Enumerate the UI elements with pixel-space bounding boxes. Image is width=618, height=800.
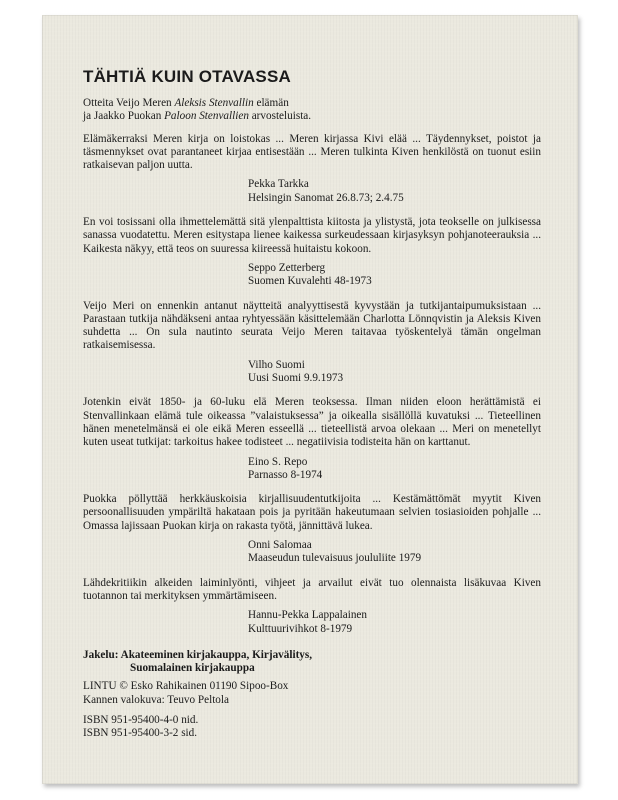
review-text: Veijo Meri on ennenkin antanut näytteitä analyyttisestä kyvystään ja tutkijantaipumuksistaan ... Parastaan tutkija nähdäkseni antaa ryhtyessään käsittelemään Charlotta Lönnqvistin ja Aleksis Kiven suhdetta ... On sula nautinto seurata Veijo Meren taitavaa työskentelyä tämän ongelman ratkaisemisessa. [83,299,541,352]
review-signature [248,359,541,386]
review-source: Kulttuurivihkot 8-1979 [248,622,353,635]
review-author: Vilho Suomi [248,358,305,371]
publisher-info [83,680,541,707]
book-title-paloon: Paloon Stenvallien [164,110,249,123]
distribution-line: Suomalainen kirjakauppa [130,662,255,675]
review-signature [248,262,541,289]
review-author: Hannu-Pekka Lappalainen [248,609,367,622]
review-signature [248,609,541,636]
review-author: Seppo Zetterberg [248,261,326,274]
review-source: Helsingin Sanomat 26.8.73; 2.4.75 [248,191,404,204]
review-source: Maaseudun tulevaisuus joululiite 1979 [248,552,422,565]
review-text: Puokka pöllyttää herkkäuskoisia kirjallisuudentutkijoita ... Kestämättömät myytit Kiven persoonallisuuden ympäriltä hakataan pois ja pyritään hakeutumaan selvien tosiasioiden pohjalle ... Omassa lajissaan Puokan kirja on rakasta työtä, jännittävä lukea. [83,493,541,532]
review-signature [248,178,541,205]
intro-text: ja Jaakko Puokan [83,110,165,123]
cover-photo-credit: Kannen valokuva: Teuvo Peltola [83,693,229,706]
review-signature [248,539,541,566]
review-source: Uusi Suomi 9.9.1973 [248,372,344,385]
intro-text: Otteita Veijo Meren [83,97,175,109]
review-text: Jotenkin eivät 1850- ja 60-luku elä Meren teoksessa. Ilman niiden eloon herättämistä ei Stenvallinkaan elämä tule oikeassa ”valaistuksessa” ja oikealla sisällöllä kuvatuksi ... Tieteellinen hänen menetelmänsä ei ole eikä Meren esseellä ... tieteellistä arvoa olekaan ... Meri on menetellyt kuten useat tutkijat: tarkoitus hakee todisteet ... negatiivisia todisteita hän on karttanut. [83,396,541,449]
review-source: Parnasso 8-1974 [248,468,323,481]
intro-text: elämän [253,97,289,109]
isbn-line: ISBN 951-95400-3-2 sid. [83,727,198,740]
review-source: Suomen Kuvalehti 48-1973 [248,275,372,288]
publisher-line: LINTU © Esko Rahikainen 01190 Sipoo-Box [83,680,289,693]
book-back-cover [42,15,578,784]
book-title-stenvallin: Aleksis Stenvallin [174,97,254,109]
page-title: TÄHTIÄ KUIN OTAVASSA [83,67,291,86]
distribution-line: Jakelu: Akateeminen kirjakauppa, Kirjavälitys, [83,648,313,661]
review-text: Elämäkerraksi Meren kirja on loistokas ... Meren kirjassa Kivi elää ... Täydennykset, poistot ja täsmennykset ovat parantaneet kirjaa entisestään ... Meren tulkinta Kiven henkilöstä on tuonut esiin ratkaisevan paljon uutta. [83,132,541,172]
review-text: En voi tosissani olla ihmettelemättä sitä ylenpalttista kiitosta ja ylistystä, jota teokselle on julkisessa sanassa vuodatettu. Meren esitystapa lienee kaikessa surkeudessaan kirjasyksyn pohjanoteerauksia ... Kaikesta näkyy, että teos on suuressa kiireessä huitaistu kokoon. [83,216,541,255]
review-text: Lähdekritiikin alkeiden laiminlyönti, vihjeet ja arvailut eivät tuo olennaista lisäkuvaa Kiven tuotannon tai merkityksen ymmärtämiseen. [83,576,541,602]
isbn-line: ISBN 951-95400-4-0 nid. [83,713,199,726]
distribution-info [83,649,541,676]
review-signature [248,456,541,483]
isbn-block [83,714,541,741]
intro-paragraph [83,97,541,124]
cover-text [83,67,541,741]
review-author: Onni Salomaa [248,539,312,552]
review-author: Eino S. Repo [248,455,308,468]
intro-text: arvosteluista. [248,110,312,123]
review-author: Pekka Tarkka [248,178,309,191]
